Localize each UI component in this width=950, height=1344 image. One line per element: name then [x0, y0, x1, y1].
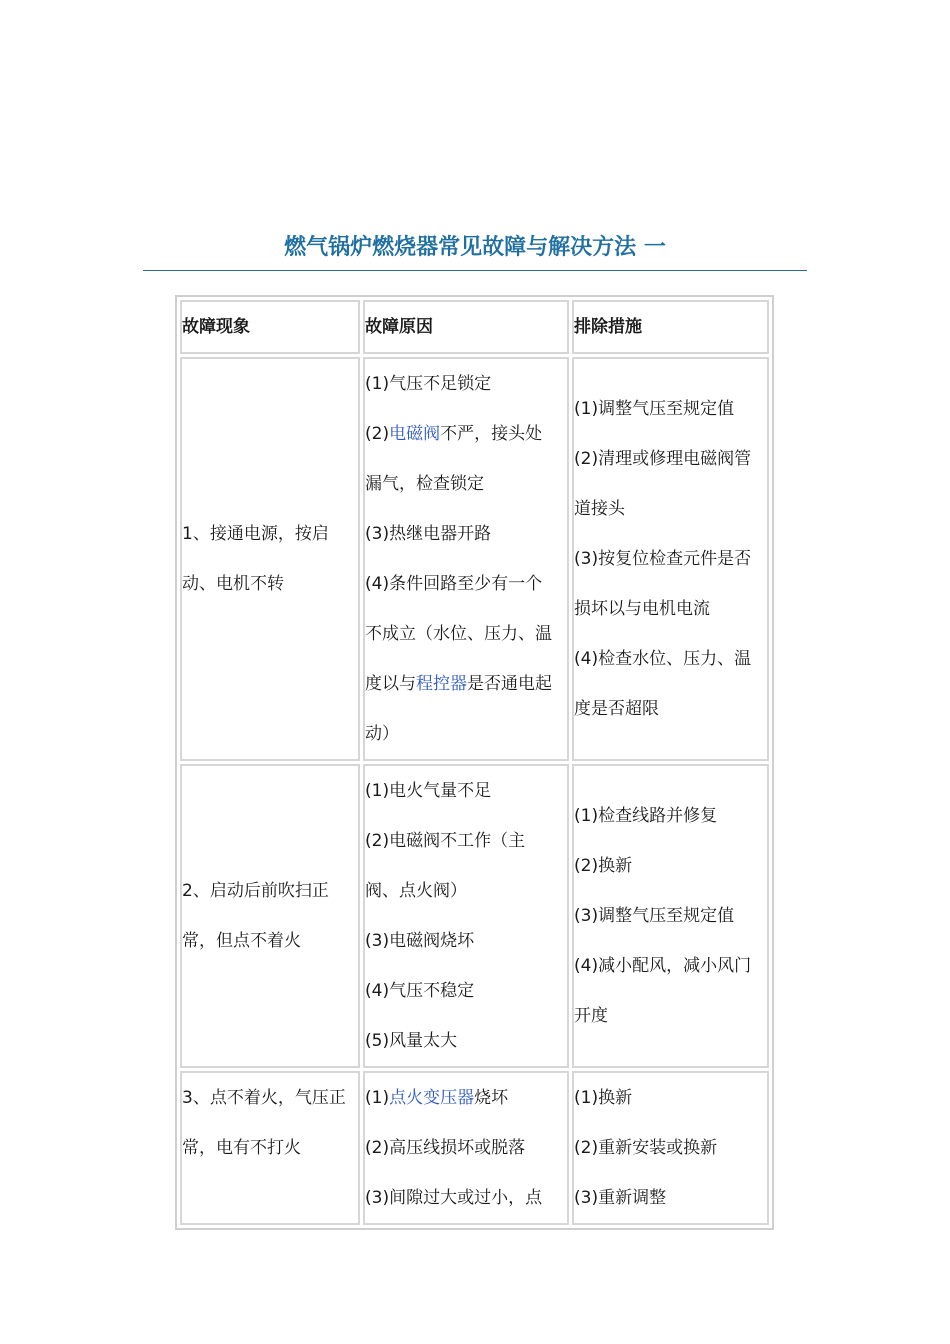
term-link[interactable]: 程控器 — [416, 674, 467, 694]
fix-line: (4)减小配风，减小风门 — [574, 956, 752, 976]
cause-line — [365, 916, 567, 966]
symptom-line: 1、接通电源，按启 — [182, 524, 329, 544]
fix-line: (2)换新 — [574, 856, 633, 876]
symptom-cell — [180, 1071, 360, 1225]
cause-line — [365, 1016, 567, 1066]
cause-text: 动） — [365, 724, 399, 744]
cause-cell — [363, 357, 569, 761]
symptom-line: 3、点不着火，气压正 — [182, 1088, 346, 1108]
cause-text: 烧坏 — [474, 1088, 509, 1108]
cause-line — [365, 1073, 567, 1123]
cause-text: 不成立（水位、压力、温 — [365, 624, 552, 644]
fix-cell — [572, 764, 769, 1068]
term-link[interactable]: 点火变压器 — [389, 1088, 475, 1108]
header-cause: 故障原因 — [363, 300, 569, 354]
fix-line: (3)重新调整 — [574, 1188, 667, 1208]
symptom-line: 2、启动后前吹扫正 — [182, 881, 329, 901]
cause-text: (2)高压线损坏或脱落 — [365, 1138, 526, 1158]
term-link[interactable]: 电磁阀 — [389, 424, 441, 444]
cause-line — [365, 609, 567, 659]
cause-text: (4)气压不稳定 — [365, 981, 475, 1001]
fix-line: (1)换新 — [574, 1088, 633, 1108]
fix-line: (2)重新安装或换新 — [574, 1138, 718, 1158]
table-row — [180, 357, 769, 761]
cause-cell — [363, 764, 569, 1068]
header-fix: 排除措施 — [572, 300, 769, 354]
header-symptom: 故障现象 — [180, 300, 360, 354]
fix-line: (3)调整气压至规定值 — [574, 906, 735, 926]
symptom-cell — [180, 764, 360, 1068]
fix-cell — [572, 1071, 769, 1225]
document-title: 燃气锅炉燃烧器常见故障与解决方法 一 — [284, 235, 666, 260]
table-header-row — [180, 300, 769, 354]
fix-line: (4)检查水位、压力、温 — [574, 649, 752, 669]
fix-cell — [572, 357, 769, 761]
cause-line — [365, 966, 567, 1016]
title-underline — [143, 270, 807, 271]
cause-text: (3)热继电器开路 — [365, 524, 492, 544]
fix-line: 道接头 — [574, 499, 625, 519]
cause-cell — [363, 1071, 569, 1225]
symptom-cell — [180, 357, 360, 761]
cause-text: 不严，接头处 — [440, 424, 543, 444]
fix-line: 损坏以与电机电流 — [574, 599, 710, 619]
cause-line — [365, 409, 567, 459]
cause-text: (2) — [365, 424, 390, 444]
cause-text: (1)电火气量不足 — [365, 781, 492, 801]
cause-text: 是否通电起 — [467, 674, 552, 694]
cause-text: (2)电磁阀不工作（主 — [365, 831, 526, 851]
symptom-line: 动、电机不转 — [182, 574, 284, 594]
table-row — [180, 764, 769, 1068]
cause-text: (1) — [365, 1088, 390, 1108]
cause-line — [365, 766, 567, 816]
fix-line: (2)清理或修理电磁阀管 — [574, 449, 752, 469]
cause-line — [365, 459, 567, 509]
cause-text: 漏气，检查锁定 — [365, 474, 484, 494]
symptom-line: 常，电有不打火 — [182, 1138, 301, 1158]
cause-text: (1)气压不足锁定 — [365, 374, 492, 394]
cause-text: (3)电磁阀烧坏 — [365, 931, 475, 951]
cause-line — [365, 659, 567, 709]
fix-line: 开度 — [574, 1006, 608, 1026]
cause-text: 度以与 — [365, 674, 416, 694]
cause-line — [365, 709, 567, 759]
cause-line — [365, 359, 567, 409]
table-row — [180, 1071, 769, 1225]
fix-line: (1)调整气压至规定值 — [574, 399, 735, 419]
fix-line: 度是否超限 — [574, 699, 659, 719]
fix-line: (3)按复位检查元件是否 — [574, 549, 752, 569]
symptom-line: 常，但点不着火 — [182, 931, 301, 951]
cause-text: (5)风量太大 — [365, 1031, 458, 1051]
fix-line: (1)检查线路并修复 — [574, 806, 718, 826]
cause-text: 阀、点火阀） — [365, 881, 467, 901]
cause-line — [365, 1173, 567, 1223]
cause-line — [365, 559, 567, 609]
cause-line — [365, 509, 567, 559]
cause-text: (4)条件回路至少有一个 — [365, 574, 543, 594]
fault-table — [175, 295, 774, 1230]
cause-text: (3)间隙过大或过小，点 — [365, 1188, 543, 1208]
cause-line — [365, 1123, 567, 1173]
cause-line — [365, 816, 567, 866]
cause-line — [365, 866, 567, 916]
